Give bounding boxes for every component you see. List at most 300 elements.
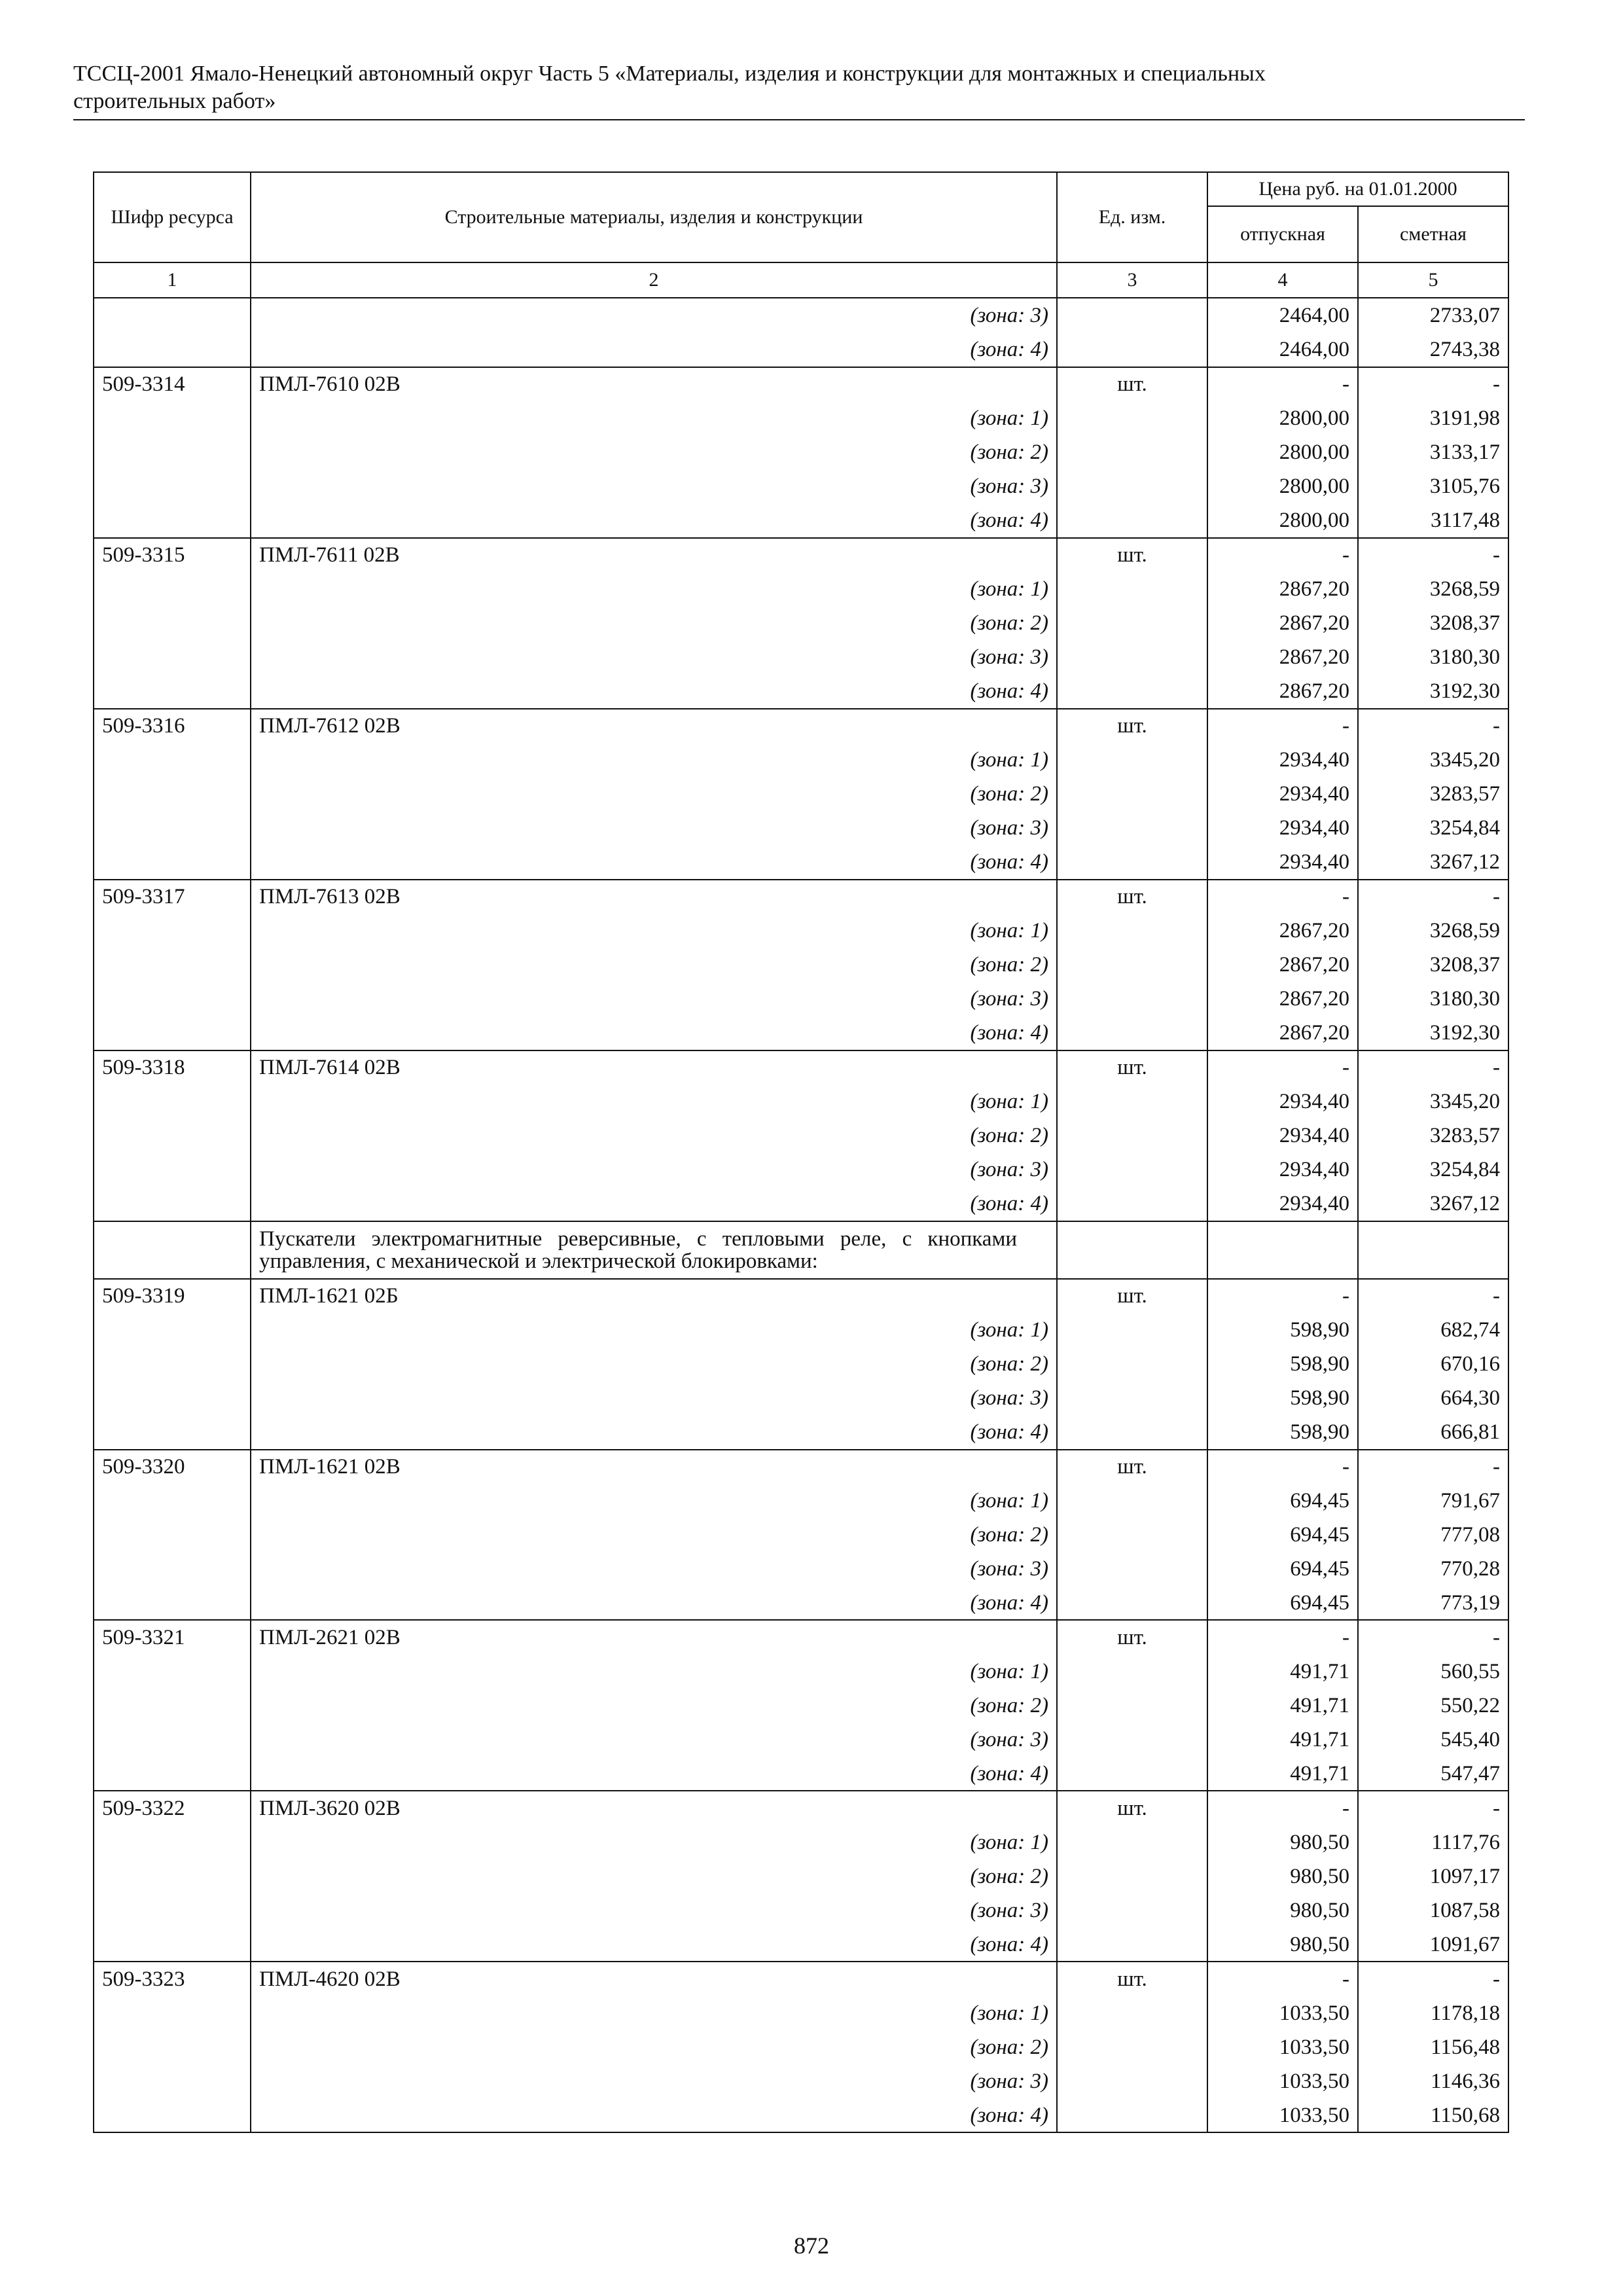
release-price: 2464,00: [1207, 332, 1358, 367]
estimate-price: -: [1358, 1050, 1508, 1085]
zone-label: (зона: 2): [251, 1347, 1057, 1381]
zone-label: (зона: 3): [251, 982, 1057, 1016]
unit-of-measure: шт.: [1057, 1791, 1207, 1825]
zone-label: (зона: 3): [251, 469, 1057, 503]
empty-cell: [1057, 1723, 1207, 1757]
release-price: 2867,20: [1207, 606, 1358, 640]
zone-row: [94, 1381, 1508, 1415]
unit-of-measure: шт.: [1057, 1279, 1207, 1314]
zone-row: [94, 469, 1508, 503]
estimate-price: 3268,59: [1358, 572, 1508, 606]
empty-cell: [1057, 1381, 1207, 1415]
estimate-price: 1117,76: [1358, 1825, 1508, 1859]
zone-row: [94, 640, 1508, 674]
price-table: [93, 171, 1509, 2133]
zone-row: [94, 1893, 1508, 1928]
estimate-price: -: [1358, 709, 1508, 744]
item-row: [94, 1620, 1508, 1655]
empty-cell: [1057, 914, 1207, 948]
empty-cell: [94, 1153, 251, 1187]
zone-label: (зона: 2): [251, 2030, 1057, 2064]
empty-cell: [1057, 1859, 1207, 1893]
zone-label: (зона: 4): [251, 674, 1057, 709]
release-price: 2934,40: [1207, 1187, 1358, 1221]
zone-label: (зона: 1): [251, 1313, 1057, 1347]
empty-cell: [94, 1313, 251, 1347]
release-price: -: [1207, 1791, 1358, 1825]
estimate-price: 3267,12: [1358, 1187, 1508, 1221]
material-name: ПМЛ-3620 02В: [251, 1791, 1057, 1825]
resource-code: 509-3315: [94, 538, 251, 573]
release-price: 2800,00: [1207, 435, 1358, 469]
estimate-price: 777,08: [1358, 1518, 1508, 1552]
estimate-price: 560,55: [1358, 1655, 1508, 1689]
empty-cell: [1057, 1928, 1207, 1962]
zone-row: [94, 1655, 1508, 1689]
empty-cell: [1057, 503, 1207, 538]
estimate-price: 773,19: [1358, 1586, 1508, 1621]
estimate-price: 2743,38: [1358, 332, 1508, 367]
release-price: 2934,40: [1207, 1153, 1358, 1187]
empty-cell: [94, 1347, 251, 1381]
release-price: 598,90: [1207, 1381, 1358, 1415]
zone-row: [94, 298, 1508, 332]
col-header-release: отпускная: [1207, 206, 1358, 262]
estimate-price: -: [1358, 1791, 1508, 1825]
zone-label: (зона: 4): [251, 1187, 1057, 1221]
estimate-price: 3254,84: [1358, 811, 1508, 845]
zone-row: [94, 1484, 1508, 1518]
release-price: 694,45: [1207, 1484, 1358, 1518]
header-divider: [73, 119, 1525, 120]
material-name: ПМЛ-1621 02Б: [251, 1279, 1057, 1314]
release-price: 2934,40: [1207, 1085, 1358, 1119]
release-price: 1033,50: [1207, 2030, 1358, 2064]
release-price: 980,50: [1207, 1859, 1358, 1893]
release-price: -: [1207, 1050, 1358, 1085]
estimate-price: 3192,30: [1358, 674, 1508, 709]
unit-of-measure: шт.: [1057, 538, 1207, 573]
zone-row: [94, 811, 1508, 845]
empty-cell: [94, 1016, 251, 1050]
empty-cell: [1057, 1757, 1207, 1791]
empty-cell: [1057, 401, 1207, 435]
unit-of-measure: шт.: [1057, 1962, 1207, 1996]
header-title-line-1: ТССЦ-2001 Ямало-Ненецкий автономный округ Часть 5 «Материалы, изделия и конструкции для монтажных и специальных: [73, 62, 1266, 86]
empty-cell: [94, 1723, 251, 1757]
estimate-price: 3191,98: [1358, 401, 1508, 435]
zone-label: (зона: 1): [251, 743, 1057, 777]
page-header: [73, 60, 1513, 115]
item-row: [94, 538, 1508, 573]
estimate-price: -: [1358, 1962, 1508, 1996]
zone-row: [94, 503, 1508, 538]
unit-of-measure: шт.: [1057, 880, 1207, 914]
empty-cell: [94, 982, 251, 1016]
empty-cell: [1057, 1586, 1207, 1621]
zone-row: [94, 2030, 1508, 2064]
empty-cell: [94, 1825, 251, 1859]
zone-label: (зона: 1): [251, 1996, 1057, 2030]
empty-cell: [1057, 1655, 1207, 1689]
estimate-price: -: [1358, 1450, 1508, 1484]
empty-cell: [94, 1484, 251, 1518]
zone-label: (зона: 4): [251, 332, 1057, 367]
zone-row: [94, 743, 1508, 777]
release-price: -: [1207, 1620, 1358, 1655]
empty-cell: [1057, 1518, 1207, 1552]
empty-cell: [1057, 1552, 1207, 1586]
zone-label: (зона: 3): [251, 640, 1057, 674]
estimate-price: -: [1358, 1279, 1508, 1314]
estimate-price: 1146,36: [1358, 2064, 1508, 2098]
unit-of-measure: шт.: [1057, 1450, 1207, 1484]
empty-cell: [94, 2064, 251, 2098]
empty-cell: [94, 332, 251, 367]
header-title-line-2: строительных работ»: [73, 89, 276, 113]
zone-row: [94, 1928, 1508, 1962]
empty-cell: [1057, 1085, 1207, 1119]
empty-cell: [94, 1928, 251, 1962]
empty-cell: [1057, 777, 1207, 811]
release-price: 694,45: [1207, 1586, 1358, 1621]
estimate-price: 3180,30: [1358, 982, 1508, 1016]
zone-label: (зона: 2): [251, 948, 1057, 982]
release-price: 2934,40: [1207, 743, 1358, 777]
item-row: [94, 1962, 1508, 1996]
empty-cell: [1057, 1825, 1207, 1859]
release-price: 1033,50: [1207, 1996, 1358, 2030]
zone-row: [94, 914, 1508, 948]
material-name: ПМЛ-2621 02В: [251, 1620, 1057, 1655]
empty-cell: [1057, 640, 1207, 674]
empty-cell: [1057, 1996, 1207, 2030]
zone-label: (зона: 1): [251, 1655, 1057, 1689]
empty-cell: [1057, 298, 1207, 332]
zone-label: (зона: 1): [251, 1484, 1057, 1518]
zone-label: (зона: 4): [251, 1928, 1057, 1962]
empty-cell: [94, 674, 251, 709]
zone-label: (зона: 3): [251, 2064, 1057, 2098]
estimate-price: 770,28: [1358, 1552, 1508, 1586]
empty-cell: [1057, 1415, 1207, 1450]
empty-cell: [1057, 606, 1207, 640]
section-title: Пускатели электромагнитные реверсивные, с тепловыми реле, с кнопками управления, с механической и электрической блокировками:: [251, 1221, 1057, 1279]
empty-cell: [94, 1689, 251, 1723]
empty-cell: [1057, 2098, 1207, 2133]
zone-label: (зона: 2): [251, 1518, 1057, 1552]
zone-label: (зона: 2): [251, 777, 1057, 811]
zone-label: (зона: 2): [251, 1859, 1057, 1893]
item-row: [94, 1050, 1508, 1085]
table-header: [94, 172, 1508, 298]
zone-row: [94, 1347, 1508, 1381]
estimate-price: 666,81: [1358, 1415, 1508, 1450]
zone-label: (зона: 1): [251, 1825, 1057, 1859]
zone-row: [94, 1859, 1508, 1893]
zone-row: [94, 2098, 1508, 2133]
empty-cell: [94, 1996, 251, 2030]
resource-code: 509-3316: [94, 709, 251, 744]
empty-cell: [1057, 1347, 1207, 1381]
section-row: [94, 1221, 1508, 1279]
empty-cell: [94, 640, 251, 674]
empty-cell: [94, 606, 251, 640]
empty-cell: [94, 401, 251, 435]
col-header-name: Строительные материалы, изделия и конструкции: [251, 172, 1057, 262]
release-price: 598,90: [1207, 1415, 1358, 1450]
zone-row: [94, 982, 1508, 1016]
release-price: 1033,50: [1207, 2064, 1358, 2098]
release-price: 980,50: [1207, 1928, 1358, 1962]
zone-label: (зона: 1): [251, 914, 1057, 948]
col-number: 5: [1358, 262, 1508, 298]
estimate-price: -: [1358, 538, 1508, 573]
zone-label: (зона: 2): [251, 606, 1057, 640]
estimate-price: 547,47: [1358, 1757, 1508, 1791]
zone-label: (зона: 3): [251, 1552, 1057, 1586]
empty-cell: [1057, 982, 1207, 1016]
release-price: -: [1207, 880, 1358, 914]
empty-cell: [94, 1859, 251, 1893]
estimate-price: 2733,07: [1358, 298, 1508, 332]
estimate-price: 3283,57: [1358, 1119, 1508, 1153]
release-price: -: [1207, 1962, 1358, 1996]
zone-label: (зона: 3): [251, 1893, 1057, 1928]
release-price: 2867,20: [1207, 640, 1358, 674]
estimate-price: 682,74: [1358, 1313, 1508, 1347]
empty-cell: [1057, 2030, 1207, 2064]
release-price: 598,90: [1207, 1347, 1358, 1381]
zone-label: (зона: 1): [251, 572, 1057, 606]
empty-cell: [94, 435, 251, 469]
release-price: 2800,00: [1207, 401, 1358, 435]
col-number: 1: [94, 262, 251, 298]
empty-cell: [94, 1655, 251, 1689]
estimate-price: 3345,20: [1358, 1085, 1508, 1119]
zone-row: [94, 1016, 1508, 1050]
release-price: 2867,20: [1207, 982, 1358, 1016]
release-price: -: [1207, 538, 1358, 573]
empty-cell: [1057, 948, 1207, 982]
estimate-price: 3208,37: [1358, 606, 1508, 640]
empty-cell: [94, 1221, 251, 1279]
release-price: 980,50: [1207, 1893, 1358, 1928]
zone-row: [94, 948, 1508, 982]
estimate-price: 3267,12: [1358, 845, 1508, 880]
empty-cell: [94, 743, 251, 777]
release-price: 2464,00: [1207, 298, 1358, 332]
empty-cell: [1057, 435, 1207, 469]
empty-cell: [1057, 1689, 1207, 1723]
empty-cell: [94, 948, 251, 982]
estimate-price: 1087,58: [1358, 1893, 1508, 1928]
zone-label: (зона: 3): [251, 298, 1057, 332]
empty-cell: [94, 1586, 251, 1621]
release-price: -: [1207, 1279, 1358, 1314]
empty-cell: [1057, 2064, 1207, 2098]
col-number: 2: [251, 262, 1057, 298]
empty-cell: [1057, 1153, 1207, 1187]
zone-row: [94, 1313, 1508, 1347]
release-price: 491,71: [1207, 1723, 1358, 1757]
zone-label: (зона: 2): [251, 435, 1057, 469]
empty-cell: [94, 777, 251, 811]
estimate-price: 545,40: [1358, 1723, 1508, 1757]
release-price: 2934,40: [1207, 845, 1358, 880]
release-price: -: [1207, 367, 1358, 402]
zone-label: (зона: 3): [251, 1723, 1057, 1757]
estimate-price: 1150,68: [1358, 2098, 1508, 2133]
empty-cell: [1207, 1221, 1358, 1279]
empty-cell: [94, 845, 251, 880]
item-row: [94, 367, 1508, 402]
empty-cell: [1057, 674, 1207, 709]
zone-row: [94, 332, 1508, 367]
zone-row: [94, 1518, 1508, 1552]
resource-code: 509-3323: [94, 1962, 251, 1996]
estimate-price: 3192,30: [1358, 1016, 1508, 1050]
item-row: [94, 1279, 1508, 1314]
empty-cell: [1057, 1119, 1207, 1153]
material-name: ПМЛ-7610 02В: [251, 367, 1057, 402]
table-body: [94, 298, 1508, 2132]
zone-row: [94, 2064, 1508, 2098]
zone-row: [94, 1825, 1508, 1859]
release-price: 980,50: [1207, 1825, 1358, 1859]
release-price: 2867,20: [1207, 1016, 1358, 1050]
empty-cell: [94, 469, 251, 503]
empty-cell: [1057, 332, 1207, 367]
zone-label: (зона: 2): [251, 1119, 1057, 1153]
zone-row: [94, 1119, 1508, 1153]
col-number: 3: [1057, 262, 1207, 298]
estimate-price: -: [1358, 367, 1508, 402]
zone-row: [94, 435, 1508, 469]
zone-row: [94, 1757, 1508, 1791]
release-price: 2867,20: [1207, 914, 1358, 948]
resource-code: 509-3320: [94, 1450, 251, 1484]
estimate-price: 664,30: [1358, 1381, 1508, 1415]
empty-cell: [94, 1893, 251, 1928]
empty-cell: [94, 1552, 251, 1586]
release-price: 694,45: [1207, 1518, 1358, 1552]
item-row: [94, 1791, 1508, 1825]
col-header-unit: Ед. изм.: [1057, 172, 1207, 262]
item-row: [94, 709, 1508, 744]
zone-row: [94, 1187, 1508, 1221]
empty-cell: [1057, 743, 1207, 777]
col-header-price-group: Цена руб. на 01.01.2000: [1207, 172, 1508, 206]
zone-row: [94, 606, 1508, 640]
empty-cell: [94, 1415, 251, 1450]
release-price: 2867,20: [1207, 674, 1358, 709]
resource-code: 509-3322: [94, 1791, 251, 1825]
zone-label: (зона: 3): [251, 811, 1057, 845]
zone-label: (зона: 3): [251, 1381, 1057, 1415]
empty-cell: [94, 572, 251, 606]
estimate-price: 1178,18: [1358, 1996, 1508, 2030]
zone-label: (зона: 3): [251, 1153, 1057, 1187]
empty-cell: [1057, 572, 1207, 606]
unit-of-measure: шт.: [1057, 367, 1207, 402]
resource-code: 509-3317: [94, 880, 251, 914]
zone-row: [94, 845, 1508, 880]
estimate-price: 670,16: [1358, 1347, 1508, 1381]
release-price: -: [1207, 1450, 1358, 1484]
item-row: [94, 880, 1508, 914]
zone-row: [94, 674, 1508, 709]
empty-cell: [1358, 1221, 1508, 1279]
material-name: ПМЛ-1621 02В: [251, 1450, 1057, 1484]
empty-cell: [94, 1757, 251, 1791]
zone-row: [94, 572, 1508, 606]
empty-cell: [1057, 1221, 1207, 1279]
material-name: ПМЛ-7611 02В: [251, 538, 1057, 573]
page-number: 872: [794, 2233, 829, 2259]
material-name: ПМЛ-4620 02В: [251, 1962, 1057, 1996]
zone-row: [94, 401, 1508, 435]
estimate-price: 3345,20: [1358, 743, 1508, 777]
empty-cell: [1057, 811, 1207, 845]
release-price: 491,71: [1207, 1689, 1358, 1723]
empty-cell: [1057, 1313, 1207, 1347]
estimate-price: 3117,48: [1358, 503, 1508, 538]
estimate-price: 1156,48: [1358, 2030, 1508, 2064]
material-name: ПМЛ-7612 02В: [251, 709, 1057, 744]
estimate-price: 3208,37: [1358, 948, 1508, 982]
empty-cell: [94, 914, 251, 948]
zone-row: [94, 1085, 1508, 1119]
col-header-estimate: сметная: [1358, 206, 1508, 262]
release-price: 2800,00: [1207, 469, 1358, 503]
zone-label: (зона: 1): [251, 1085, 1057, 1119]
resource-code: 509-3319: [94, 1279, 251, 1314]
zone-row: [94, 777, 1508, 811]
col-header-code: Шифр ресурса: [94, 172, 251, 262]
zone-row: [94, 1689, 1508, 1723]
empty-cell: [1057, 1016, 1207, 1050]
zone-label: (зона: 1): [251, 401, 1057, 435]
zone-row: [94, 1723, 1508, 1757]
estimate-price: 550,22: [1358, 1689, 1508, 1723]
empty-cell: [94, 298, 251, 332]
empty-cell: [94, 1119, 251, 1153]
release-price: 2867,20: [1207, 572, 1358, 606]
empty-cell: [94, 503, 251, 538]
resource-code: 509-3314: [94, 367, 251, 402]
zone-row: [94, 1586, 1508, 1621]
zone-label: (зона: 2): [251, 1689, 1057, 1723]
zone-label: (зона: 4): [251, 1415, 1057, 1450]
release-price: 2800,00: [1207, 503, 1358, 538]
empty-cell: [94, 1187, 251, 1221]
release-price: 1033,50: [1207, 2098, 1358, 2133]
unit-of-measure: шт.: [1057, 1620, 1207, 1655]
resource-code: 509-3321: [94, 1620, 251, 1655]
zone-label: (зона: 4): [251, 845, 1057, 880]
empty-cell: [1057, 469, 1207, 503]
zone-label: (зона: 4): [251, 2098, 1057, 2133]
zone-row: [94, 1415, 1508, 1450]
material-name: ПМЛ-7614 02В: [251, 1050, 1057, 1085]
unit-of-measure: шт.: [1057, 709, 1207, 744]
estimate-price: 1097,17: [1358, 1859, 1508, 1893]
estimate-price: 3180,30: [1358, 640, 1508, 674]
empty-cell: [94, 1518, 251, 1552]
release-price: 598,90: [1207, 1313, 1358, 1347]
release-price: 694,45: [1207, 1552, 1358, 1586]
